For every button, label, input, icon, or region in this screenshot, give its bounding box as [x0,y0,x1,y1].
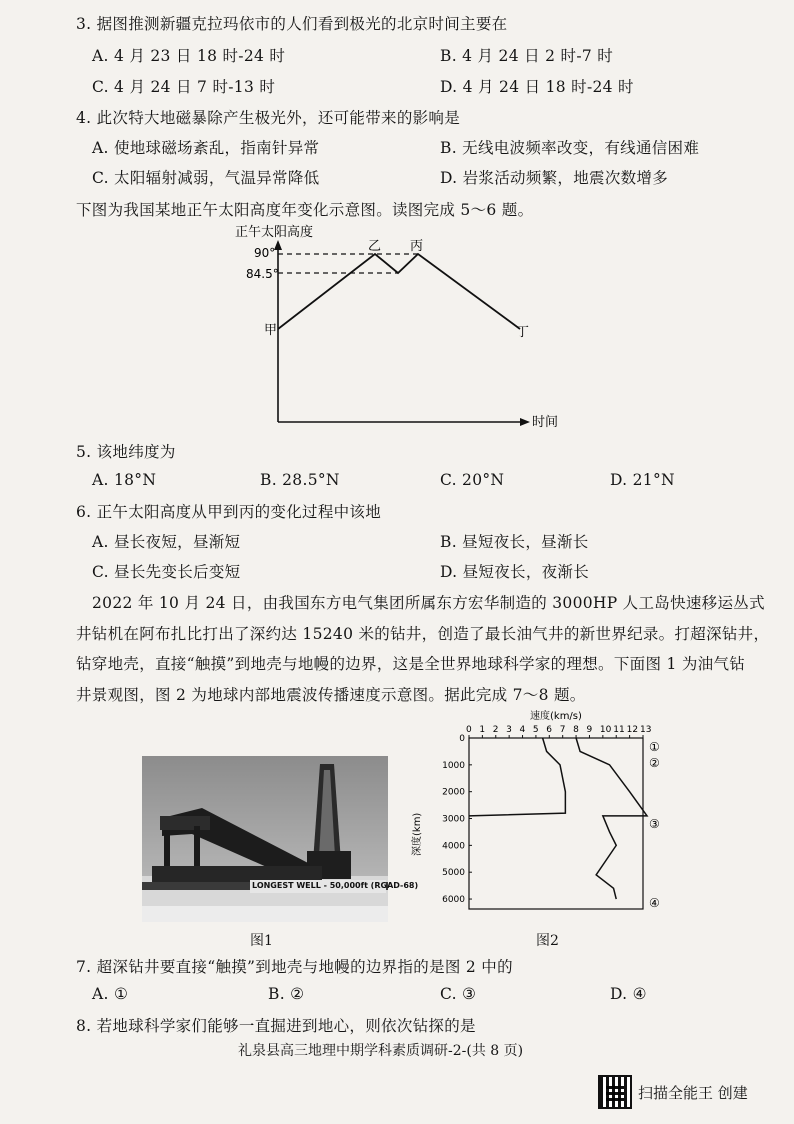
marker-4: ④ [649,896,660,910]
question-3-option-d: D. 4 月 24 日 18 时-24 时 [440,78,634,96]
point-yi: 乙 [368,239,382,254]
intro-5-6: 下图为我国某地正午太阳高度年变化示意图。读图完成 5～6 题。 [76,201,534,219]
question-5-option-a: A. 18°N [92,471,157,489]
y-tick-group [442,734,472,905]
scanner-text: 扫描全能王 创建 [638,1083,748,1102]
question-5-stem: 5. 该地纬度为 [76,443,176,461]
y-tick-label: 1000 [442,760,465,771]
x-tick-label: 6 [546,725,553,735]
question-6-option-a: A. 昼长夜短，昼渐短 [92,533,241,551]
figure-1-caption: 图1 [250,933,273,949]
tick-84-5: 84.5° [246,267,279,281]
tick-90: 90° [254,246,276,260]
page-footer: 礼泉县高三地理中期学科素质调研-2-(共 8 页) [238,1043,524,1059]
question-3-stem: 3. 据图推测新疆克拉玛依市的人们看到极光的北京时间主要在 [76,15,508,33]
depth-axis-label: 深度(km) [412,812,423,856]
x-tick-label: 3 [506,725,512,735]
x-tick-label: 1 [479,725,486,735]
chart-frame [469,738,643,909]
seismic-velocity-chart [398,706,698,926]
point-jia: 甲 [264,323,278,338]
x-tick-group [466,725,651,738]
x-tick-label: 10 [599,725,612,735]
figure-2-caption: 图2 [536,933,559,949]
x-axis-arrow [520,418,530,426]
y-tick-label: 4000 [442,841,465,852]
question-5-option-c: C. 20°N [440,471,505,489]
marker-3: ③ [649,817,660,831]
question-4-option-d: D. 岩浆活动频繁，地震次数增多 [440,169,669,187]
question-7-option-c: C. ③ [440,985,477,1003]
question-4-option-c: C. 太阳辐射减弱，气温异常降低 [92,169,320,187]
x-tick-label: 4 [519,725,526,735]
scanner-watermark [598,1075,748,1109]
question-4-stem: 4. 此次特大地磁暴除产生极光外，还可能带来的影响是 [76,109,461,127]
passage-line-4: 井景观图，图 2 为地球内部地震波传播速度示意图。据此完成 7～8 题。 [76,686,586,704]
passage-line-1: 2022 年 10 月 24 日，由我国东方电气集团所属东方宏华制造的 3000HP 人工岛快速移运丛式 [92,594,765,612]
x-tick-label: 2 [492,725,499,735]
question-6-option-c: C. 昼长先变长后变短 [92,563,241,581]
x-tick-label: 12 [626,725,639,735]
question-4-option-a: A. 使地球磁场紊乱，指南针异常 [92,139,320,157]
x-tick-label: 7 [559,725,566,735]
question-4-option-b: B. 无线电波频率改变，有线通信困难 [440,139,700,157]
point-ding: 丁 [516,325,530,340]
x-tick-label: 0 [466,725,472,735]
y-tick-label: 6000 [442,895,465,906]
qr-code-icon [598,1075,632,1109]
x-tick-label: 5 [532,725,539,735]
point-bing: 丙 [410,239,424,254]
question-7-stem: 7. 超深钻井要直接“触摸”到地壳与地幔的边界指的是图 2 中的 [76,958,513,976]
sun-altitude-diagram [230,222,580,432]
question-8-stem: 8. 若地球科学家们能够一直掘进到地心，则依次钻探的是 [76,1017,476,1035]
rig-sign-text: LONGEST WELL - 50,000ft (RGAD-68) [252,881,419,890]
question-7-option-d: D. ④ [610,985,647,1003]
y-tick-label: 2000 [442,787,465,798]
x-tick-label: 9 [586,725,593,735]
x-tick-label: 13 [640,725,652,735]
passage-line-2: 井钻机在阿布扎比打出了深约达 15240 米的钻井，创造了最长油气井的新世界纪录。打超深钻井， [76,625,770,643]
question-6-stem: 6. 正午太阳高度从甲到丙的变化过程中该地 [76,503,382,521]
altitude-curve [278,254,520,329]
marker-2: ② [649,756,660,770]
question-7-option-a: A. ① [92,985,129,1003]
y-tick-label: 0 [459,734,465,744]
question-3-option-c: C. 4 月 24 日 7 时-13 时 [92,78,276,96]
marker-1: ① [649,740,660,754]
passage-line-3: 钻穿地壳，直接“触摸”到地壳与地幔的边界，这是全世界地球科学家的理想。下面图 1 为油气钻 [76,655,746,673]
question-6-option-b: B. 昼短夜长，昼渐长 [440,533,589,551]
question-5-option-b: B. 28.5°N [260,471,340,489]
drilling-rig-illustration [142,756,388,922]
x-tick-label: 11 [613,725,625,735]
velocity-line-1 [469,738,565,816]
y-tick-label: 5000 [442,868,465,879]
question-3-option-b: B. 4 月 24 日 2 时-7 时 [440,47,614,65]
x-tick-label: 8 [573,725,579,735]
sun-altitude-x-label: 时间 [532,415,559,430]
series-group [469,738,647,899]
question-5-option-d: D. 21°N [610,471,675,489]
speed-axis-label: 速度(km/s) [530,711,582,722]
question-6-option-d: D. 昼短夜长，夜渐长 [440,563,590,581]
velocity-line-2 [576,738,647,899]
question-7-option-b: B. ② [268,985,305,1003]
y-tick-label: 3000 [442,814,465,825]
question-3-option-a: A. 4 月 23 日 18 时-24 时 [92,47,286,65]
sun-altitude-y-label: 正午太阳高度 [235,225,314,240]
